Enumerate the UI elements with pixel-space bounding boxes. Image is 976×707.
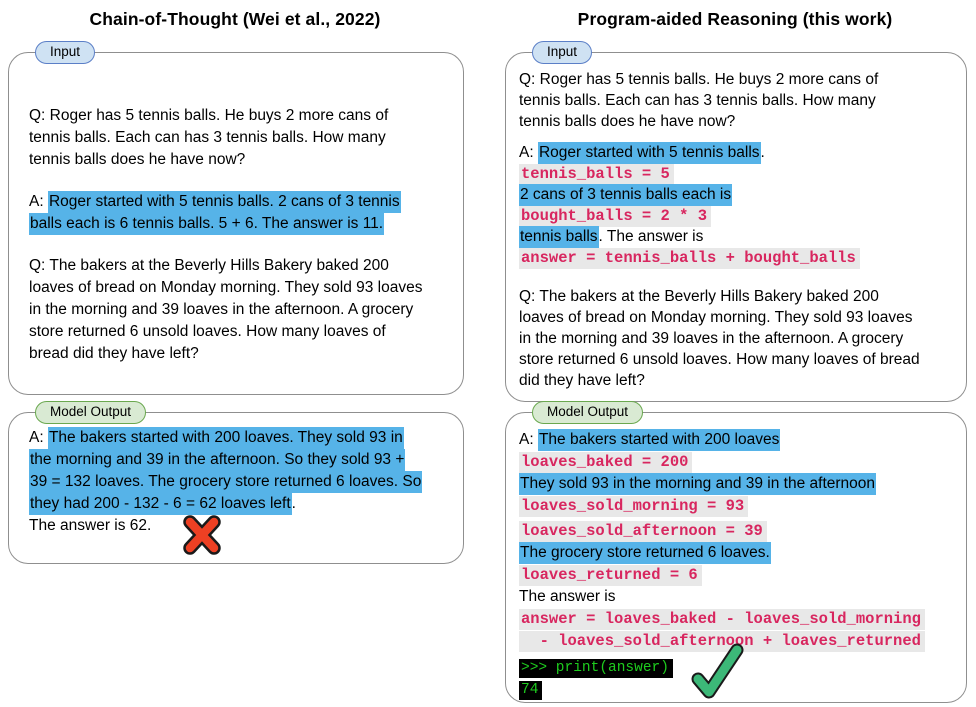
text-line — [519, 142, 962, 163]
text-line — [519, 90, 962, 111]
code-text: answer = loaves_baked - loaves_sold_morning — [519, 609, 925, 630]
spacer — [29, 235, 459, 255]
highlighted-text: They sold 93 in the morning and 39 in the afternoon — [519, 473, 876, 495]
plain-text: Q: The bakers at the Beverly Hills Bakery baked 200 — [519, 288, 879, 305]
plain-text: Q: The bakers at the Beverly Hills Bakery baked 200 — [29, 257, 389, 274]
text-line — [29, 471, 459, 493]
plain-text: in the morning and 39 loaves in the afternoon. A grocery — [29, 301, 414, 318]
cross-icon — [181, 513, 223, 557]
cot-input-content — [29, 105, 459, 365]
plain-text: A: — [519, 431, 538, 448]
text-line — [519, 429, 962, 451]
text-line — [519, 286, 962, 307]
text-line — [519, 349, 962, 370]
code-line — [519, 564, 962, 586]
text-line — [29, 213, 459, 235]
text-line — [519, 542, 962, 564]
text-line — [519, 307, 962, 328]
text-line — [29, 127, 459, 149]
plain-text: The answer is 62. — [29, 517, 152, 534]
text-line — [519, 328, 962, 349]
highlighted-text: The bakers started with 200 loaves. They sold 93 in — [48, 427, 404, 449]
plain-text: tennis balls does he have now? — [29, 151, 246, 168]
plain-text: tennis balls. Each can has 3 tennis balls. How many — [519, 92, 876, 109]
highlighted-text: 2 cans of 3 tennis balls each is — [519, 184, 732, 206]
highlighted-text: balls each is 6 tennis balls. 5 + 6. The answer is 11. — [29, 213, 384, 235]
code-text: loaves_sold_morning = 93 — [519, 496, 748, 517]
pal-output-box — [505, 404, 967, 703]
plain-text: Q: Roger has 5 tennis balls. He buys 2 more cans of — [519, 71, 879, 88]
text-line — [29, 255, 459, 277]
code-text: answer = tennis_balls + bought_balls — [519, 248, 860, 269]
plain-text: in the morning and 39 loaves in the afternoon. A grocery — [519, 330, 904, 347]
text-line — [29, 515, 459, 537]
code-line — [519, 451, 962, 473]
plain-text: store returned 6 unsold loaves. How many loaves of bread — [519, 351, 920, 368]
text-line — [29, 321, 459, 343]
text-line — [519, 370, 962, 391]
code-line — [519, 247, 962, 268]
plain-text: loaves of bread on Monday morning. They sold 93 loaves — [29, 279, 423, 296]
plain-text: . The answer is — [598, 228, 704, 245]
code-line — [519, 608, 962, 630]
plain-text: The answer is — [519, 588, 616, 605]
code-line — [519, 205, 962, 226]
pal-input-badge: Input — [532, 41, 592, 64]
code-line — [519, 163, 962, 184]
plain-text: did they have left? — [519, 372, 645, 389]
terminal-text: 74 — [519, 681, 542, 700]
text-line — [29, 427, 459, 449]
text-line — [519, 69, 962, 90]
cot-input-badge: Input — [35, 41, 95, 64]
pal-output-badge: Model Output — [532, 401, 643, 424]
text-line — [29, 105, 459, 127]
code-text: loaves_baked = 200 — [519, 452, 692, 473]
cot-output-content — [29, 427, 459, 537]
spacer — [519, 132, 962, 142]
spacer — [29, 171, 459, 191]
highlighted-text: The grocery store returned 6 loaves. — [519, 542, 771, 564]
plain-text: A: — [29, 193, 48, 210]
code-text: loaves_sold_afternoon = 39 — [519, 521, 767, 542]
terminal-text: >>> print(answer) — [519, 659, 673, 678]
text-line — [519, 184, 962, 205]
plain-text: Q: Roger has 5 tennis balls. He buys 2 more cans of — [29, 107, 389, 124]
highlighted-text: 39 = 132 loaves. The grocery store returned 6 loaves. So — [29, 471, 422, 493]
text-line — [519, 111, 962, 132]
right-column-title: Program-aided Reasoning (this work) — [577, 9, 893, 29]
check-icon — [688, 641, 746, 703]
highlighted-text: Roger started with 5 tennis balls. 2 cans of 3 tennis — [48, 191, 401, 213]
code-line — [519, 520, 962, 542]
highlighted-text: The bakers started with 200 loaves — [538, 429, 780, 451]
plain-text: tennis balls does he have now? — [519, 113, 736, 130]
code-text: loaves_returned = 6 — [519, 565, 702, 586]
code-text: tennis_balls = 5 — [519, 164, 674, 185]
pal-input-box — [505, 44, 967, 402]
cot-input-box — [8, 44, 464, 395]
plain-text: bread did they have left? — [29, 345, 199, 362]
plain-text: . — [291, 495, 296, 512]
text-line — [29, 299, 459, 321]
plain-text: A: — [519, 144, 538, 161]
text-line — [519, 586, 962, 608]
cot-output-badge: Model Output — [35, 401, 146, 424]
pal-input-content — [519, 69, 962, 391]
text-line — [29, 191, 459, 213]
text-line — [29, 449, 459, 471]
code-text: bought_balls = 2 * 3 — [519, 206, 711, 227]
left-column-title: Chain-of-Thought (Wei et al., 2022) — [89, 9, 381, 29]
plain-text: A: — [29, 429, 48, 446]
plain-text: tennis balls. Each can has 3 tennis balls. How many — [29, 129, 386, 146]
highlighted-text: Roger started with 5 tennis balls — [538, 142, 761, 164]
spacer — [519, 268, 962, 286]
text-line — [29, 493, 459, 515]
text-line — [29, 343, 459, 365]
text-line — [519, 473, 962, 495]
code-line — [519, 495, 962, 517]
highlighted-text: they had 200 - 132 - 6 = 62 loaves left — [29, 493, 292, 515]
plain-text: store returned 6 unsold loaves. How many loaves of — [29, 323, 386, 340]
text-line — [29, 277, 459, 299]
highlighted-text: the morning and 39 in the afternoon. So they sold 93 + — [29, 449, 405, 471]
plain-text: . — [760, 144, 765, 161]
highlighted-text: tennis balls — [519, 226, 599, 248]
plain-text: loaves of bread on Monday morning. They sold 93 loaves — [519, 309, 913, 326]
cot-output-box — [8, 404, 464, 564]
text-line — [519, 226, 962, 247]
text-line — [29, 149, 459, 171]
code-text: - loaves_sold_afternoon + loaves_returned — [519, 631, 925, 652]
